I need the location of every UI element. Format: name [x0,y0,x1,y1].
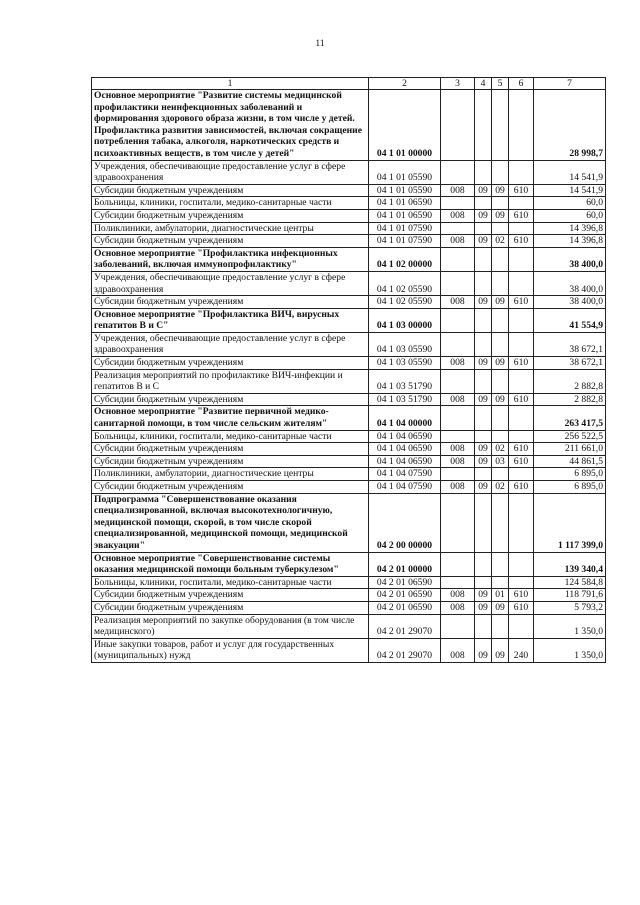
table-row [92,247,606,271]
row-subsection-cell [492,308,509,332]
table-row [92,576,606,589]
row-subsection-cell [492,468,509,481]
row-expense-type-cell: 610 [509,601,534,614]
row-subsection-cell: 09 [492,601,509,614]
row-amount-cell: 14 541,9 [534,160,606,184]
row-subsection-cell [492,552,509,576]
table-row [92,235,606,248]
row-name-cell: Учреждения, обеспечивающие предоставление услуг в сфере здравоохранения [92,160,369,184]
row-section-cell [475,468,492,481]
row-code-cell: 04 1 04 00000 [369,406,441,430]
row-section-cell [475,197,492,210]
row-expense-type-cell: 610 [509,209,534,222]
budget-table [91,77,606,663]
table-row [92,209,606,222]
row-amount-cell: 1 350,0 [534,614,606,638]
column-header: 2 [369,78,441,90]
table-row [92,455,606,468]
table-header-row [92,78,606,90]
row-code-cell: 04 1 03 51790 [369,369,441,393]
table-row [92,481,606,494]
row-ministry-cell [441,468,475,481]
row-code-cell: 04 1 01 05590 [369,160,441,184]
row-name-cell: Основное мероприятие "Развитие системы медицинской профилактики неинфекционных заболеваний и формирования здорового образа жизни, в том числе у детей. Профилактика развития зависимостей, включая сокращение потребления табака, алкоголя, наркотических средств и психоактивных веществ, в том числе у детей" [92,90,369,161]
row-code-cell: 04 1 01 07590 [369,222,441,235]
row-name-cell: Основное мероприятие "Профилактика инфекционных заболеваний, включая иммунопрофилактику" [92,247,369,271]
row-ministry-cell: 008 [441,638,475,662]
row-expense-type-cell: 610 [509,455,534,468]
table-row [92,222,606,235]
row-expense-type-cell [509,614,534,638]
table-row [92,90,606,161]
row-expense-type-cell: 610 [509,393,534,406]
row-code-cell: 04 1 01 06590 [369,209,441,222]
row-ministry-cell: 008 [441,443,475,456]
row-name-cell: Субсидии бюджетным учреждениям [92,235,369,248]
row-expense-type-cell: 240 [509,638,534,662]
row-section-cell [475,160,492,184]
table-row [92,430,606,443]
row-amount-cell: 6 895,0 [534,481,606,494]
row-name-cell: Субсидии бюджетным учреждениям [92,357,369,370]
row-section-cell [475,308,492,332]
row-name-cell: Субсидии бюджетным учреждениям [92,393,369,406]
row-amount-cell: 139 340,4 [534,552,606,576]
row-expense-type-cell: 610 [509,589,534,602]
row-ministry-cell [441,493,475,552]
row-subsection-cell [492,430,509,443]
row-amount-cell: 38 672,1 [534,332,606,356]
row-amount-cell: 118 791,6 [534,589,606,602]
table-row [92,271,606,295]
row-code-cell: 04 1 04 06590 [369,455,441,468]
row-code-cell: 04 2 01 06590 [369,601,441,614]
row-section-cell [475,332,492,356]
row-section-cell: 09 [475,235,492,248]
row-expense-type-cell [509,247,534,271]
row-amount-cell: 256 522,5 [534,430,606,443]
row-name-cell: Реализация мероприятий по профилактике ВИЧ-инфекции и гепатитов В и С [92,369,369,393]
row-code-cell: 04 2 01 06590 [369,589,441,602]
row-amount-cell: 14 396,8 [534,222,606,235]
row-amount-cell: 124 584,8 [534,576,606,589]
row-section-cell [475,493,492,552]
table-row [92,357,606,370]
row-section-cell: 09 [475,357,492,370]
column-header: 7 [534,78,606,90]
column-header: 6 [509,78,534,90]
column-header: 1 [92,78,369,90]
row-section-cell: 09 [475,638,492,662]
row-amount-cell: 14 396,8 [534,235,606,248]
row-expense-type-cell [509,369,534,393]
row-name-cell: Субсидии бюджетным учреждениям [92,443,369,456]
row-expense-type-cell [509,576,534,589]
row-name-cell: Субсидии бюджетным учреждениям [92,601,369,614]
row-subsection-cell [492,406,509,430]
row-subsection-cell [492,369,509,393]
row-amount-cell: 211 661,0 [534,443,606,456]
row-expense-type-cell [509,197,534,210]
row-section-cell [475,271,492,295]
row-subsection-cell: 09 [492,209,509,222]
row-section-cell: 09 [475,296,492,309]
row-subsection-cell [492,576,509,589]
row-code-cell: 04 1 01 00000 [369,90,441,161]
row-expense-type-cell: 610 [509,481,534,494]
row-section-cell: 09 [475,481,492,494]
row-code-cell: 04 1 03 51790 [369,393,441,406]
row-name-cell: Подпрограмма "Совершенствование оказания специализированной, включая высокотехнологичную, медицинской помощи, скорой, в том числе скорой специализированной, медицинской помощи, медицинской эвакуации" [92,493,369,552]
row-section-cell [475,247,492,271]
row-code-cell: 04 1 04 06590 [369,430,441,443]
row-amount-cell: 1 117 399,0 [534,493,606,552]
row-name-cell: Субсидии бюджетным учреждениям [92,296,369,309]
row-code-cell: 04 1 02 00000 [369,247,441,271]
table-row [92,443,606,456]
column-header: 5 [492,78,509,90]
row-expense-type-cell [509,271,534,295]
row-expense-type-cell [509,332,534,356]
row-amount-cell: 41 554,9 [534,308,606,332]
table-row [92,406,606,430]
row-subsection-cell: 09 [492,296,509,309]
row-name-cell: Реализация мероприятий по закупке оборудования (в том числе медицинского) [92,614,369,638]
row-section-cell [475,222,492,235]
table-row [92,552,606,576]
row-subsection-cell: 09 [492,184,509,197]
table-row [92,493,606,552]
row-name-cell: Субсидии бюджетным учреждениям [92,455,369,468]
table-body [92,90,606,663]
row-code-cell: 04 1 01 07590 [369,235,441,248]
row-subsection-cell: 03 [492,455,509,468]
row-ministry-cell [441,332,475,356]
row-ministry-cell: 008 [441,235,475,248]
row-subsection-cell: 02 [492,443,509,456]
row-expense-type-cell: 610 [509,443,534,456]
row-ministry-cell: 008 [441,296,475,309]
row-section-cell [475,552,492,576]
row-ministry-cell [441,576,475,589]
table-row [92,589,606,602]
row-ministry-cell: 008 [441,209,475,222]
row-subsection-cell: 02 [492,235,509,248]
row-subsection-cell [492,614,509,638]
row-name-cell: Поликлиники, амбулатории, диагностические центры [92,222,369,235]
row-name-cell: Поликлиники, амбулатории, диагностические центры [92,468,369,481]
table-row [92,468,606,481]
row-code-cell: 04 2 01 29070 [369,638,441,662]
row-ministry-cell: 008 [441,601,475,614]
row-section-cell: 09 [475,589,492,602]
table-row [92,638,606,662]
row-name-cell: Больницы, клиники, госпитали, медико-санитарные части [92,430,369,443]
row-code-cell: 04 2 01 06590 [369,576,441,589]
table-row [92,184,606,197]
row-name-cell: Основное мероприятие "Совершенствование системы оказания медицинской помощи больным туберкулезом" [92,552,369,576]
row-code-cell: 04 1 01 06590 [369,197,441,210]
row-ministry-cell: 008 [441,481,475,494]
row-amount-cell: 44 861,5 [534,455,606,468]
row-section-cell [475,430,492,443]
row-name-cell: Больницы, клиники, госпитали, медико-санитарные части [92,576,369,589]
row-subsection-cell: 01 [492,589,509,602]
row-code-cell: 04 1 04 06590 [369,443,441,456]
row-amount-cell: 2 882,8 [534,369,606,393]
row-amount-cell: 263 417,5 [534,406,606,430]
row-subsection-cell: 09 [492,357,509,370]
row-amount-cell: 38 400,0 [534,247,606,271]
row-section-cell [475,576,492,589]
row-code-cell: 04 1 02 05590 [369,271,441,295]
row-section-cell: 09 [475,209,492,222]
row-amount-cell: 60,0 [534,209,606,222]
row-amount-cell: 14 541,9 [534,184,606,197]
row-code-cell: 04 1 03 05590 [369,332,441,356]
row-amount-cell: 38 400,0 [534,296,606,309]
row-expense-type-cell [509,552,534,576]
row-section-cell [475,614,492,638]
row-code-cell: 04 1 03 00000 [369,308,441,332]
row-ministry-cell [441,430,475,443]
row-section-cell: 09 [475,184,492,197]
row-ministry-cell: 008 [441,455,475,468]
row-expense-type-cell [509,493,534,552]
row-subsection-cell [492,90,509,161]
row-name-cell: Субсидии бюджетным учреждениям [92,209,369,222]
row-code-cell: 04 1 04 07590 [369,481,441,494]
row-expense-type-cell [509,160,534,184]
table-row [92,160,606,184]
page-number: 11 [315,39,325,49]
row-ministry-cell [441,222,475,235]
row-section-cell [475,90,492,161]
row-ministry-cell: 008 [441,357,475,370]
row-amount-cell: 28 998,7 [534,90,606,161]
row-subsection-cell [492,493,509,552]
row-code-cell: 04 1 02 05590 [369,296,441,309]
row-ministry-cell [441,160,475,184]
row-amount-cell: 6 895,0 [534,468,606,481]
row-ministry-cell [441,552,475,576]
row-section-cell [475,406,492,430]
row-name-cell: Субсидии бюджетным учреждениям [92,184,369,197]
row-subsection-cell [492,271,509,295]
row-ministry-cell [441,90,475,161]
row-ministry-cell [441,369,475,393]
row-ministry-cell [441,197,475,210]
row-amount-cell: 1 350,0 [534,638,606,662]
row-name-cell: Основное мероприятие "Развитие первичной медико-санитарной помощи, в том числе сельским жителям" [92,406,369,430]
table-row [92,393,606,406]
row-expense-type-cell: 610 [509,235,534,248]
table-row [92,296,606,309]
row-section-cell [475,369,492,393]
row-ministry-cell [441,614,475,638]
row-expense-type-cell: 610 [509,357,534,370]
row-code-cell: 04 2 01 29070 [369,614,441,638]
row-ministry-cell: 008 [441,184,475,197]
row-subsection-cell: 09 [492,393,509,406]
row-amount-cell: 38 400,0 [534,271,606,295]
row-section-cell: 09 [475,455,492,468]
row-name-cell: Учреждения, обеспечивающие предоставление услуг в сфере здравоохранения [92,332,369,356]
row-ministry-cell: 008 [441,393,475,406]
row-code-cell: 04 2 00 00000 [369,493,441,552]
row-expense-type-cell [509,222,534,235]
row-section-cell: 09 [475,393,492,406]
row-section-cell: 09 [475,601,492,614]
row-expense-type-cell [509,430,534,443]
row-name-cell: Больницы, клиники, госпитали, медико-санитарные части [92,197,369,210]
row-amount-cell: 5 793,2 [534,601,606,614]
row-code-cell: 04 2 01 00000 [369,552,441,576]
column-header: 3 [441,78,475,90]
row-subsection-cell [492,197,509,210]
row-subsection-cell [492,332,509,356]
row-section-cell: 09 [475,443,492,456]
row-ministry-cell [441,308,475,332]
table-row [92,369,606,393]
row-amount-cell: 60,0 [534,197,606,210]
row-amount-cell: 38 672,1 [534,357,606,370]
row-ministry-cell: 008 [441,589,475,602]
row-name-cell: Основное мероприятие "Профилактика ВИЧ, вирусных гепатитов В и С" [92,308,369,332]
row-expense-type-cell [509,90,534,161]
row-amount-cell: 2 882,8 [534,393,606,406]
row-expense-type-cell [509,406,534,430]
row-subsection-cell [492,160,509,184]
row-subsection-cell: 09 [492,638,509,662]
row-expense-type-cell: 610 [509,296,534,309]
row-subsection-cell: 02 [492,481,509,494]
row-expense-type-cell [509,468,534,481]
row-code-cell: 04 1 03 05590 [369,357,441,370]
row-expense-type-cell: 610 [509,184,534,197]
table-row [92,308,606,332]
table-row [92,601,606,614]
row-name-cell: Учреждения, обеспечивающие предоставление услуг в сфере здравоохранения [92,271,369,295]
row-code-cell: 04 1 04 07590 [369,468,441,481]
row-ministry-cell [441,271,475,295]
table-row [92,197,606,210]
row-name-cell: Субсидии бюджетным учреждениям [92,589,369,602]
row-ministry-cell [441,406,475,430]
column-header: 4 [475,78,492,90]
table-row [92,614,606,638]
row-expense-type-cell [509,308,534,332]
row-name-cell: Иные закупки товаров, работ и услуг для государственных (муниципальных) нужд [92,638,369,662]
row-ministry-cell [441,247,475,271]
row-subsection-cell [492,222,509,235]
row-subsection-cell [492,247,509,271]
row-name-cell: Субсидии бюджетным учреждениям [92,481,369,494]
table-row [92,332,606,356]
row-code-cell: 04 1 01 05590 [369,184,441,197]
